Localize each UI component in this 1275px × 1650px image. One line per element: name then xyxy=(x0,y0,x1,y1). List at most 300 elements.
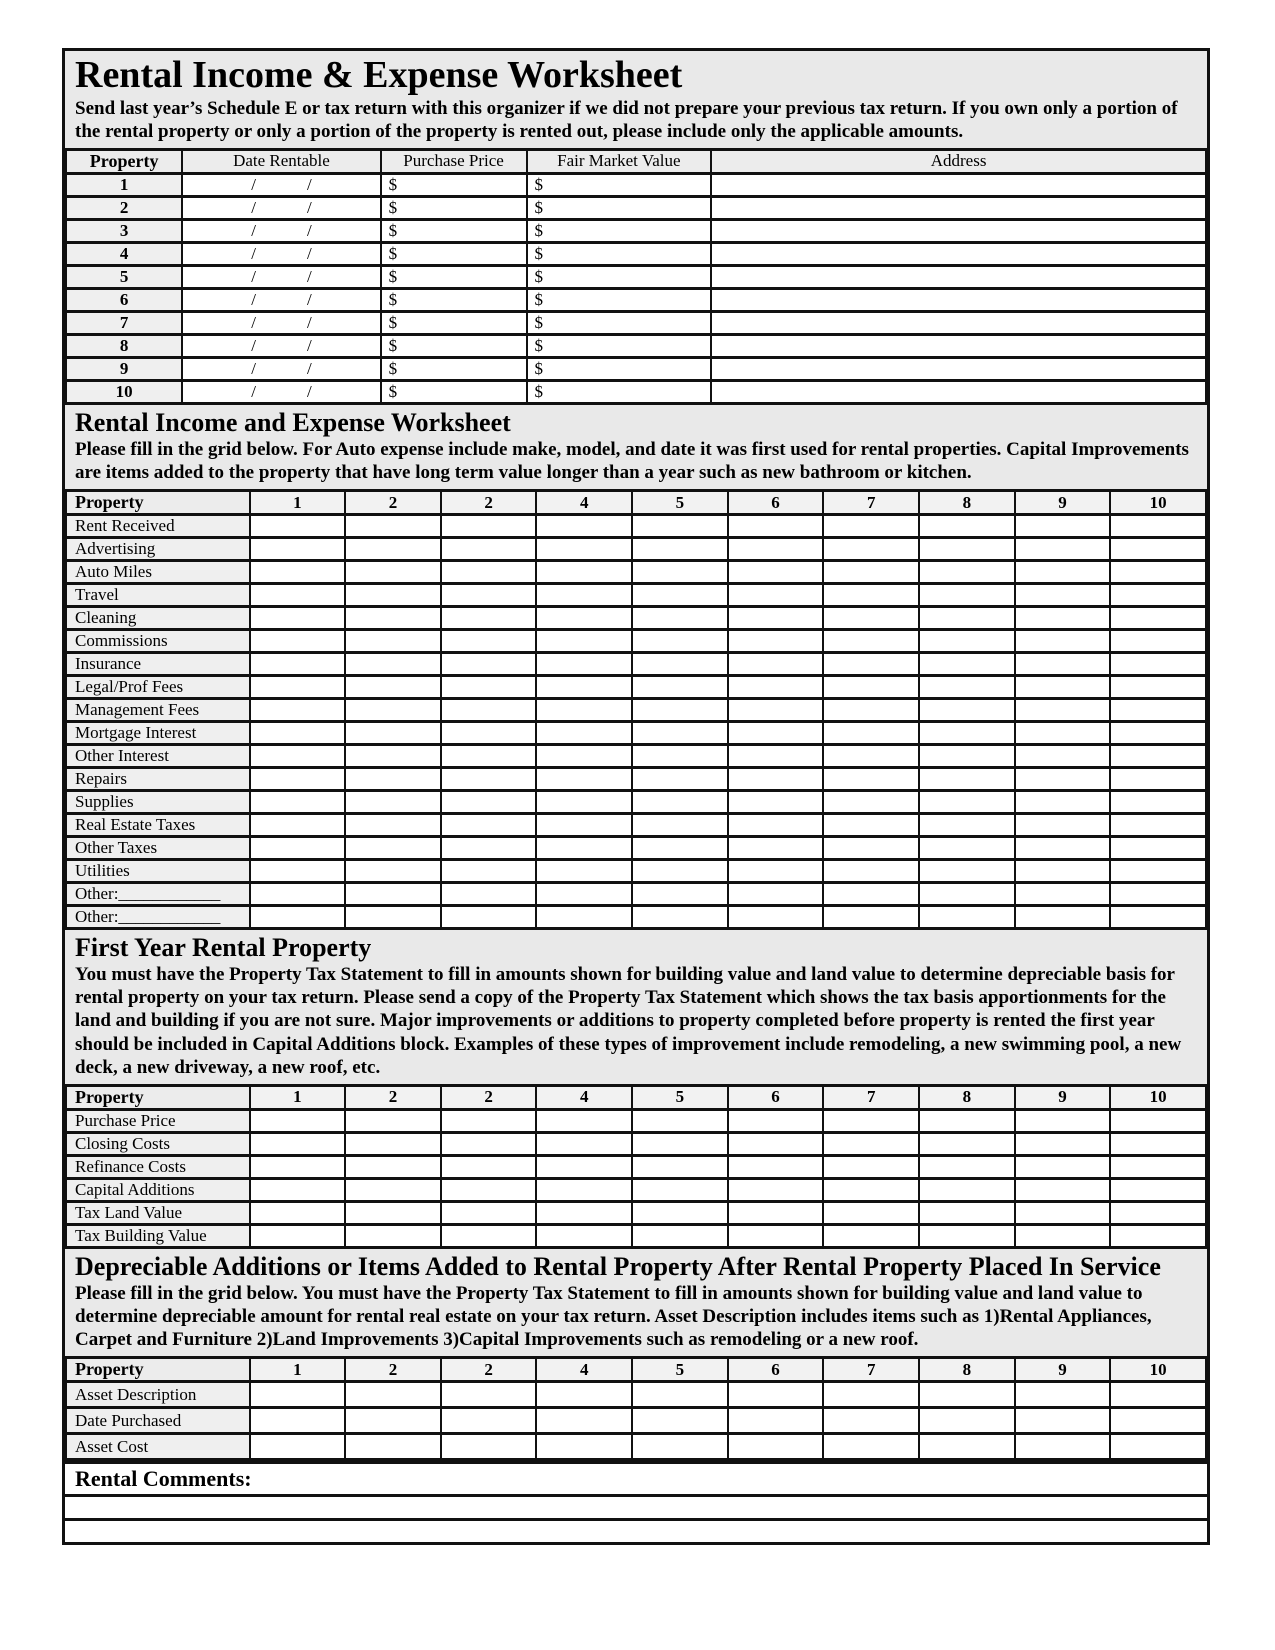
grid-entry-field[interactable] xyxy=(441,1155,537,1178)
grid-entry-field[interactable] xyxy=(441,814,537,837)
grid-entry-field[interactable] xyxy=(250,883,346,906)
grid-entry-field[interactable] xyxy=(728,1434,824,1460)
grid-entry-field[interactable] xyxy=(919,653,1015,676)
grid-entry-field[interactable] xyxy=(536,1155,632,1178)
grid-entry-field[interactable] xyxy=(345,1201,441,1224)
grid-entry-field[interactable] xyxy=(1110,1408,1206,1434)
grid-entry-field[interactable] xyxy=(536,653,632,676)
grid-entry-field[interactable] xyxy=(441,906,537,929)
grid-entry-field[interactable] xyxy=(728,768,824,791)
grid-entry-field[interactable] xyxy=(632,1132,728,1155)
grid-entry-field[interactable] xyxy=(728,837,824,860)
address-field[interactable] xyxy=(711,311,1206,334)
grid-entry-field[interactable] xyxy=(823,1132,919,1155)
grid-entry-field[interactable] xyxy=(536,676,632,699)
grid-entry-field[interactable] xyxy=(632,883,728,906)
grid-entry-field[interactable] xyxy=(1015,653,1111,676)
grid-entry-field[interactable] xyxy=(441,1408,537,1434)
grid-entry-field[interactable] xyxy=(1015,1408,1111,1434)
purchase-price-field[interactable]: $ xyxy=(381,265,527,288)
grid-entry-field[interactable] xyxy=(250,1224,346,1247)
grid-entry-field[interactable] xyxy=(823,607,919,630)
grid-entry-field[interactable] xyxy=(728,1408,824,1434)
grid-entry-field[interactable] xyxy=(632,791,728,814)
grid-entry-field[interactable] xyxy=(250,1155,346,1178)
grid-entry-field[interactable] xyxy=(823,745,919,768)
grid-entry-field[interactable] xyxy=(1110,722,1206,745)
grid-entry-field[interactable] xyxy=(919,837,1015,860)
grid-entry-field[interactable] xyxy=(250,906,346,929)
grid-entry-field[interactable] xyxy=(919,1434,1015,1460)
grid-entry-field[interactable] xyxy=(441,745,537,768)
grid-entry-field[interactable] xyxy=(919,1155,1015,1178)
grid-entry-field[interactable] xyxy=(250,837,346,860)
date-rentable-field[interactable]: / / xyxy=(182,334,380,357)
grid-entry-field[interactable] xyxy=(441,1434,537,1460)
grid-entry-field[interactable] xyxy=(250,561,346,584)
grid-entry-field[interactable] xyxy=(536,607,632,630)
fair-market-value-field[interactable]: $ xyxy=(527,173,712,196)
grid-entry-field[interactable] xyxy=(250,1109,346,1132)
grid-entry-field[interactable] xyxy=(1110,1109,1206,1132)
grid-entry-field[interactable] xyxy=(632,1109,728,1132)
grid-entry-field[interactable] xyxy=(823,653,919,676)
grid-entry-field[interactable] xyxy=(823,1178,919,1201)
grid-entry-field[interactable] xyxy=(1015,1155,1111,1178)
grid-entry-field[interactable] xyxy=(1015,699,1111,722)
grid-entry-field[interactable] xyxy=(536,1434,632,1460)
grid-entry-field[interactable] xyxy=(536,1201,632,1224)
grid-entry-field[interactable] xyxy=(728,1382,824,1408)
grid-entry-field[interactable] xyxy=(1015,676,1111,699)
grid-entry-field[interactable] xyxy=(632,1201,728,1224)
grid-entry-field[interactable] xyxy=(250,791,346,814)
grid-entry-field[interactable] xyxy=(728,630,824,653)
purchase-price-field[interactable]: $ xyxy=(381,242,527,265)
date-rentable-field[interactable]: / / xyxy=(182,288,380,311)
grid-entry-field[interactable] xyxy=(536,814,632,837)
grid-entry-field[interactable] xyxy=(536,768,632,791)
grid-entry-field[interactable] xyxy=(536,1408,632,1434)
grid-entry-field[interactable] xyxy=(728,653,824,676)
grid-entry-field[interactable] xyxy=(345,699,441,722)
grid-entry-field[interactable] xyxy=(728,676,824,699)
grid-entry-field[interactable] xyxy=(1110,538,1206,561)
grid-entry-field[interactable] xyxy=(632,745,728,768)
grid-entry-field[interactable] xyxy=(441,561,537,584)
grid-entry-field[interactable] xyxy=(1015,1382,1111,1408)
grid-entry-field[interactable] xyxy=(728,561,824,584)
grid-entry-field[interactable] xyxy=(728,538,824,561)
grid-entry-field[interactable] xyxy=(1110,630,1206,653)
grid-entry-field[interactable] xyxy=(632,837,728,860)
grid-entry-field[interactable] xyxy=(919,561,1015,584)
grid-entry-field[interactable] xyxy=(632,768,728,791)
grid-entry-field[interactable] xyxy=(1110,1155,1206,1178)
grid-entry-field[interactable] xyxy=(536,906,632,929)
grid-entry-field[interactable] xyxy=(1015,1201,1111,1224)
grid-entry-field[interactable] xyxy=(1015,607,1111,630)
grid-entry-field[interactable] xyxy=(345,1109,441,1132)
grid-entry-field[interactable] xyxy=(1015,906,1111,929)
grid-entry-field[interactable] xyxy=(345,561,441,584)
grid-entry-field[interactable] xyxy=(728,883,824,906)
grid-entry-field[interactable] xyxy=(823,1224,919,1247)
grid-entry-field[interactable] xyxy=(728,745,824,768)
grid-entry-field[interactable] xyxy=(632,1382,728,1408)
grid-entry-field[interactable] xyxy=(1015,538,1111,561)
grid-entry-field[interactable] xyxy=(345,538,441,561)
purchase-price-field[interactable]: $ xyxy=(381,311,527,334)
grid-entry-field[interactable] xyxy=(728,791,824,814)
grid-entry-field[interactable] xyxy=(823,676,919,699)
grid-entry-field[interactable] xyxy=(728,906,824,929)
fair-market-value-field[interactable]: $ xyxy=(527,242,712,265)
grid-entry-field[interactable] xyxy=(728,607,824,630)
grid-entry-field[interactable] xyxy=(250,745,346,768)
grid-entry-field[interactable] xyxy=(441,676,537,699)
grid-entry-field[interactable] xyxy=(1015,584,1111,607)
grid-entry-field[interactable] xyxy=(536,538,632,561)
grid-entry-field[interactable] xyxy=(345,1155,441,1178)
grid-entry-field[interactable] xyxy=(1015,1224,1111,1247)
grid-entry-field[interactable] xyxy=(441,1201,537,1224)
purchase-price-field[interactable]: $ xyxy=(381,334,527,357)
address-field[interactable] xyxy=(711,196,1206,219)
grid-entry-field[interactable] xyxy=(1110,1201,1206,1224)
grid-entry-field[interactable] xyxy=(250,814,346,837)
grid-entry-field[interactable] xyxy=(441,837,537,860)
address-field[interactable] xyxy=(711,265,1206,288)
grid-entry-field[interactable] xyxy=(250,722,346,745)
grid-entry-field[interactable] xyxy=(345,722,441,745)
grid-entry-field[interactable] xyxy=(1015,837,1111,860)
grid-entry-field[interactable] xyxy=(632,630,728,653)
date-rentable-field[interactable]: / / xyxy=(182,173,380,196)
grid-entry-field[interactable] xyxy=(1110,699,1206,722)
grid-entry-field[interactable] xyxy=(1015,745,1111,768)
grid-entry-field[interactable] xyxy=(345,1132,441,1155)
grid-entry-field[interactable] xyxy=(823,768,919,791)
fair-market-value-field[interactable]: $ xyxy=(527,334,712,357)
grid-entry-field[interactable] xyxy=(345,1382,441,1408)
grid-entry-field[interactable] xyxy=(250,860,346,883)
grid-entry-field[interactable] xyxy=(345,515,441,538)
grid-entry-field[interactable] xyxy=(632,1408,728,1434)
grid-entry-field[interactable] xyxy=(536,630,632,653)
grid-entry-field[interactable] xyxy=(1015,814,1111,837)
grid-entry-field[interactable] xyxy=(1110,745,1206,768)
grid-entry-field[interactable] xyxy=(536,515,632,538)
grid-entry-field[interactable] xyxy=(345,906,441,929)
grid-entry-field[interactable] xyxy=(536,1382,632,1408)
grid-entry-field[interactable] xyxy=(1110,1178,1206,1201)
grid-entry-field[interactable] xyxy=(345,768,441,791)
grid-entry-field[interactable] xyxy=(345,584,441,607)
grid-entry-field[interactable] xyxy=(1015,768,1111,791)
grid-entry-field[interactable] xyxy=(919,722,1015,745)
grid-entry-field[interactable] xyxy=(1110,906,1206,929)
grid-entry-field[interactable] xyxy=(441,1178,537,1201)
grid-entry-field[interactable] xyxy=(441,860,537,883)
grid-entry-field[interactable] xyxy=(632,1434,728,1460)
grid-entry-field[interactable] xyxy=(632,515,728,538)
fair-market-value-field[interactable]: $ xyxy=(527,357,712,380)
grid-entry-field[interactable] xyxy=(1015,1109,1111,1132)
purchase-price-field[interactable]: $ xyxy=(381,173,527,196)
grid-entry-field[interactable] xyxy=(1110,883,1206,906)
grid-entry-field[interactable] xyxy=(823,561,919,584)
grid-entry-field[interactable] xyxy=(632,814,728,837)
grid-entry-field[interactable] xyxy=(250,538,346,561)
grid-entry-field[interactable] xyxy=(250,699,346,722)
purchase-price-field[interactable]: $ xyxy=(381,196,527,219)
date-rentable-field[interactable]: / / xyxy=(182,265,380,288)
grid-entry-field[interactable] xyxy=(1110,1382,1206,1408)
address-field[interactable] xyxy=(711,357,1206,380)
grid-entry-field[interactable] xyxy=(728,860,824,883)
grid-entry-field[interactable] xyxy=(345,745,441,768)
grid-entry-field[interactable] xyxy=(919,1109,1015,1132)
grid-entry-field[interactable] xyxy=(1110,515,1206,538)
grid-entry-field[interactable] xyxy=(728,1224,824,1247)
grid-entry-field[interactable] xyxy=(441,1109,537,1132)
grid-entry-field[interactable] xyxy=(1110,1434,1206,1460)
grid-entry-field[interactable] xyxy=(441,768,537,791)
grid-entry-field[interactable] xyxy=(919,1132,1015,1155)
grid-entry-field[interactable] xyxy=(728,1155,824,1178)
grid-entry-field[interactable] xyxy=(632,722,728,745)
grid-entry-field[interactable] xyxy=(345,791,441,814)
date-rentable-field[interactable]: / / xyxy=(182,242,380,265)
grid-entry-field[interactable] xyxy=(536,561,632,584)
grid-entry-field[interactable] xyxy=(919,1224,1015,1247)
purchase-price-field[interactable]: $ xyxy=(381,219,527,242)
grid-entry-field[interactable] xyxy=(919,1178,1015,1201)
grid-entry-field[interactable] xyxy=(919,1201,1015,1224)
grid-entry-field[interactable] xyxy=(632,1224,728,1247)
grid-entry-field[interactable] xyxy=(919,607,1015,630)
grid-entry-field[interactable] xyxy=(919,745,1015,768)
grid-entry-field[interactable] xyxy=(1015,883,1111,906)
grid-entry-field[interactable] xyxy=(919,538,1015,561)
grid-entry-field[interactable] xyxy=(250,768,346,791)
comments-blank-row[interactable] xyxy=(65,1518,1207,1542)
grid-entry-field[interactable] xyxy=(919,791,1015,814)
grid-entry-field[interactable] xyxy=(1015,630,1111,653)
grid-entry-field[interactable] xyxy=(823,538,919,561)
grid-entry-field[interactable] xyxy=(1015,1434,1111,1460)
grid-entry-field[interactable] xyxy=(345,814,441,837)
grid-entry-field[interactable] xyxy=(823,791,919,814)
grid-entry-field[interactable] xyxy=(345,1408,441,1434)
grid-entry-field[interactable] xyxy=(823,1382,919,1408)
grid-entry-field[interactable] xyxy=(536,584,632,607)
grid-entry-field[interactable] xyxy=(919,1408,1015,1434)
grid-entry-field[interactable] xyxy=(536,1178,632,1201)
grid-entry-field[interactable] xyxy=(250,1201,346,1224)
grid-entry-field[interactable] xyxy=(250,676,346,699)
grid-entry-field[interactable] xyxy=(441,1382,537,1408)
address-field[interactable] xyxy=(711,380,1206,403)
grid-entry-field[interactable] xyxy=(1110,768,1206,791)
grid-entry-field[interactable] xyxy=(250,1434,346,1460)
grid-entry-field[interactable] xyxy=(1015,722,1111,745)
grid-entry-field[interactable] xyxy=(250,515,346,538)
grid-entry-field[interactable] xyxy=(441,584,537,607)
grid-entry-field[interactable] xyxy=(728,1132,824,1155)
grid-entry-field[interactable] xyxy=(1015,561,1111,584)
grid-entry-field[interactable] xyxy=(632,860,728,883)
grid-entry-field[interactable] xyxy=(250,584,346,607)
grid-entry-field[interactable] xyxy=(536,1224,632,1247)
grid-entry-field[interactable] xyxy=(345,630,441,653)
grid-entry-field[interactable] xyxy=(919,676,1015,699)
grid-entry-field[interactable] xyxy=(345,676,441,699)
grid-entry-field[interactable] xyxy=(441,699,537,722)
fair-market-value-field[interactable]: $ xyxy=(527,265,712,288)
grid-entry-field[interactable] xyxy=(1110,791,1206,814)
grid-entry-field[interactable] xyxy=(823,906,919,929)
grid-entry-field[interactable] xyxy=(823,837,919,860)
grid-entry-field[interactable] xyxy=(823,722,919,745)
grid-entry-field[interactable] xyxy=(823,630,919,653)
grid-entry-field[interactable] xyxy=(536,1109,632,1132)
grid-entry-field[interactable] xyxy=(919,768,1015,791)
purchase-price-field[interactable]: $ xyxy=(381,380,527,403)
grid-entry-field[interactable] xyxy=(1015,515,1111,538)
address-field[interactable] xyxy=(711,334,1206,357)
grid-entry-field[interactable] xyxy=(1110,860,1206,883)
grid-entry-field[interactable] xyxy=(728,515,824,538)
grid-entry-field[interactable] xyxy=(1015,791,1111,814)
grid-entry-field[interactable] xyxy=(250,1132,346,1155)
address-field[interactable] xyxy=(711,173,1206,196)
grid-entry-field[interactable] xyxy=(823,883,919,906)
grid-entry-field[interactable] xyxy=(536,860,632,883)
grid-entry-field[interactable] xyxy=(345,607,441,630)
grid-entry-field[interactable] xyxy=(345,1178,441,1201)
grid-entry-field[interactable] xyxy=(823,1201,919,1224)
grid-entry-field[interactable] xyxy=(441,1224,537,1247)
grid-entry-field[interactable] xyxy=(632,1178,728,1201)
grid-entry-field[interactable] xyxy=(728,1178,824,1201)
grid-entry-field[interactable] xyxy=(919,630,1015,653)
grid-entry-field[interactable] xyxy=(250,653,346,676)
address-field[interactable] xyxy=(711,242,1206,265)
grid-entry-field[interactable] xyxy=(919,584,1015,607)
grid-entry-field[interactable] xyxy=(345,883,441,906)
grid-entry-field[interactable] xyxy=(441,630,537,653)
date-rentable-field[interactable]: / / xyxy=(182,219,380,242)
grid-entry-field[interactable] xyxy=(441,1132,537,1155)
grid-entry-field[interactable] xyxy=(441,607,537,630)
grid-entry-field[interactable] xyxy=(919,860,1015,883)
grid-entry-field[interactable] xyxy=(1015,1178,1111,1201)
date-rentable-field[interactable]: / / xyxy=(182,196,380,219)
date-rentable-field[interactable]: / / xyxy=(182,380,380,403)
grid-entry-field[interactable] xyxy=(728,699,824,722)
grid-entry-field[interactable] xyxy=(823,1109,919,1132)
grid-entry-field[interactable] xyxy=(441,653,537,676)
grid-entry-field[interactable] xyxy=(632,653,728,676)
grid-entry-field[interactable] xyxy=(1110,653,1206,676)
grid-entry-field[interactable] xyxy=(728,722,824,745)
grid-entry-field[interactable] xyxy=(536,883,632,906)
grid-entry-field[interactable] xyxy=(1110,1132,1206,1155)
grid-entry-field[interactable] xyxy=(919,515,1015,538)
grid-entry-field[interactable] xyxy=(1110,584,1206,607)
grid-entry-field[interactable] xyxy=(823,1434,919,1460)
fair-market-value-field[interactable]: $ xyxy=(527,219,712,242)
grid-entry-field[interactable] xyxy=(823,860,919,883)
grid-entry-field[interactable] xyxy=(823,1155,919,1178)
grid-entry-field[interactable] xyxy=(823,515,919,538)
grid-entry-field[interactable] xyxy=(536,745,632,768)
comments-blank-row[interactable] xyxy=(65,1494,1207,1518)
grid-entry-field[interactable] xyxy=(536,722,632,745)
grid-entry-field[interactable] xyxy=(728,1109,824,1132)
grid-entry-field[interactable] xyxy=(441,722,537,745)
fair-market-value-field[interactable]: $ xyxy=(527,196,712,219)
grid-entry-field[interactable] xyxy=(1015,860,1111,883)
purchase-price-field[interactable]: $ xyxy=(381,288,527,311)
grid-entry-field[interactable] xyxy=(919,1382,1015,1408)
grid-entry-field[interactable] xyxy=(441,515,537,538)
fair-market-value-field[interactable]: $ xyxy=(527,380,712,403)
grid-entry-field[interactable] xyxy=(823,584,919,607)
address-field[interactable] xyxy=(711,288,1206,311)
grid-entry-field[interactable] xyxy=(728,584,824,607)
grid-entry-field[interactable] xyxy=(1110,1224,1206,1247)
grid-entry-field[interactable] xyxy=(919,699,1015,722)
grid-entry-field[interactable] xyxy=(823,1408,919,1434)
grid-entry-field[interactable] xyxy=(345,653,441,676)
purchase-price-field[interactable]: $ xyxy=(381,357,527,380)
grid-entry-field[interactable] xyxy=(441,538,537,561)
grid-entry-field[interactable] xyxy=(632,906,728,929)
grid-entry-field[interactable] xyxy=(919,814,1015,837)
grid-entry-field[interactable] xyxy=(250,607,346,630)
address-field[interactable] xyxy=(711,219,1206,242)
grid-entry-field[interactable] xyxy=(250,1178,346,1201)
grid-entry-field[interactable] xyxy=(345,837,441,860)
grid-entry-field[interactable] xyxy=(1015,1132,1111,1155)
grid-entry-field[interactable] xyxy=(441,883,537,906)
grid-entry-field[interactable] xyxy=(250,630,346,653)
grid-entry-field[interactable] xyxy=(823,699,919,722)
grid-entry-field[interactable] xyxy=(1110,607,1206,630)
grid-entry-field[interactable] xyxy=(536,1132,632,1155)
grid-entry-field[interactable] xyxy=(728,814,824,837)
grid-entry-field[interactable] xyxy=(250,1408,346,1434)
grid-entry-field[interactable] xyxy=(919,883,1015,906)
fair-market-value-field[interactable]: $ xyxy=(527,288,712,311)
grid-entry-field[interactable] xyxy=(345,1434,441,1460)
grid-entry-field[interactable] xyxy=(632,676,728,699)
grid-entry-field[interactable] xyxy=(250,1382,346,1408)
grid-entry-field[interactable] xyxy=(632,561,728,584)
grid-entry-field[interactable] xyxy=(632,699,728,722)
grid-entry-field[interactable] xyxy=(728,1201,824,1224)
grid-entry-field[interactable] xyxy=(1110,561,1206,584)
date-rentable-field[interactable]: / / xyxy=(182,311,380,334)
grid-entry-field[interactable] xyxy=(632,1155,728,1178)
grid-entry-field[interactable] xyxy=(823,814,919,837)
date-rentable-field[interactable]: / / xyxy=(182,357,380,380)
grid-entry-field[interactable] xyxy=(1110,837,1206,860)
grid-entry-field[interactable] xyxy=(536,699,632,722)
